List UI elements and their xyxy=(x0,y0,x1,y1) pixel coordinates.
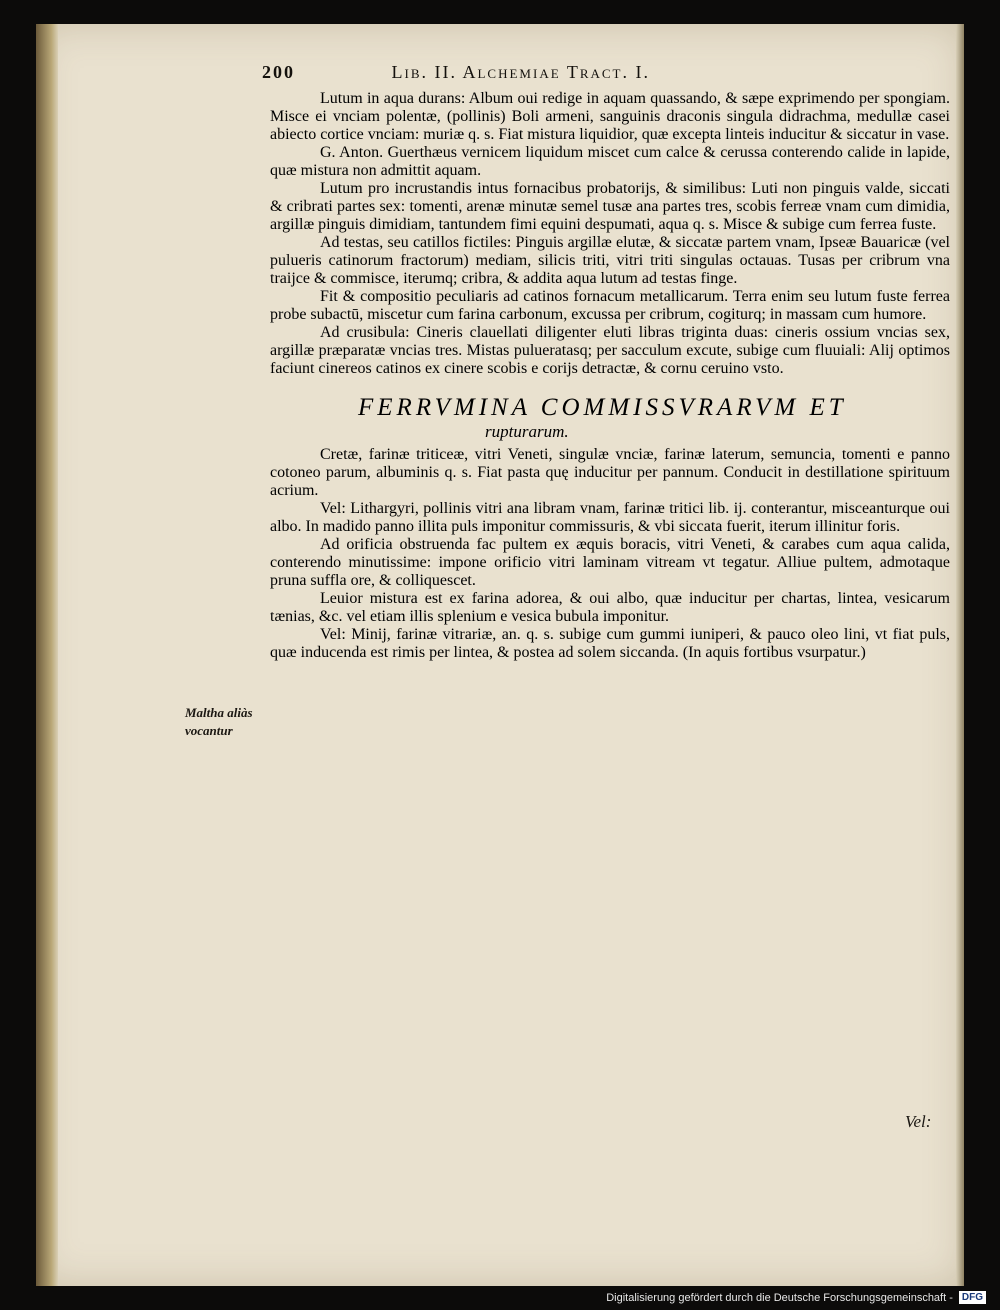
section-subheading: rupturarum. xyxy=(485,422,569,441)
footer xyxy=(606,1291,986,1304)
paragraph: Vel: Minij, farinæ vitrariæ, an. q. s. subige cum gummi iuniperi, & pauco oleo lini, vt fiat puls, quæ inducenda est rimis per lintea, & postea ad solem siccanda. (In aquis fortibus vsurpatur.) xyxy=(270,626,950,661)
paragraph: Leuior mistura est ex farina adorea, & oui albo, quæ inducitur per chartas, lintea, vesicarum tænias, &c. vel etiam illis splenium e vesica bubula imponitur. xyxy=(270,590,950,625)
paragraph: Lutum in aqua durans: Album oui redige in aquam quassando, & sæpe exprimendo per spongiam. Misce ei vnciam polentæ, (pollinis) Boli armeni, sanguinis draconis singula didrachma, medullæ casei abiecto cortice vnciam: muriæ q. s. Fiat mistura liquidior, quæ excepta linteis inducitur & siccatur in vase. xyxy=(270,90,950,143)
page-body xyxy=(270,90,950,662)
section-heading: FERRVMINA COMMISSVRARVM ET xyxy=(358,394,847,421)
paragraph: Ad crusibula: Cineris clauellati diligenter eluti libras triginta duas: cineris ossium vncias sex, argillæ præparatæ vncias tres. Mistas pulueratasq; per sacculum excute, subige cum fluuiali: Alij optimos faciunt cinereos catinos ex cinere scobis e corijs detractæ, & cornu ceruino vsto. xyxy=(270,324,950,377)
margin-note: Maltha aliàs vocantur xyxy=(185,705,253,738)
paragraph: Vel: Lithargyri, pollinis vitri ana libram vnam, farinæ tritici lib. ij. conterantur, misceanturque oui albo. In madido panno illita puls imponitur commissuris, & vbi siccata fuerit, iterum illinitur foris. xyxy=(270,500,950,535)
paragraph: Cretæ, farinæ triticeæ, vitri Veneti, singulæ vnciæ, farinæ laterum, semuncia, tomenti e panno cotoneo parum, albuminis q. s. Fiat pasta quę inducitur per pannum. Conducit in destillatione spirituum acrium. xyxy=(270,446,950,499)
paragraph: Ad orificia obstruenda fac pultem ex æquis boracis, vitri Veneti, & carabes cum aqua calida, conterendo minutissime: impone orificio vitri laminam vitream vt tegatur. Alliue pultem, admotaque pruna suffla ore, & colliquescet. xyxy=(270,536,950,589)
page-number: 200 xyxy=(262,62,295,82)
paragraph: G. Anton. Guerthæus vernicem liquidum miscet cum calce & cerussa conterendo calide in lapide, quæ mistura non admittit aquam. xyxy=(270,144,950,179)
paragraph: Lutum pro incrustandis intus fornacibus probatorijs, & similibus: Luti non pinguis valde, siccati & cribrati partes sex: tomenti, arenæ minutæ semel tusæ ana partes tres, scobis ferreæ vnam cum dimidia, argillæ pinguis dimidiam, tantundem fimi equini despumati, aqua q. s. Misce & subige cum ferrea fuste. xyxy=(270,180,950,233)
running-title: Lib. II. Alchemiae Tract. I. xyxy=(391,62,650,82)
paragraph: Fit & compositio peculiaris ad catinos fornacum metallicarum. Terra enim seu lutum fuste ferrea probe subactū, miscetur cum farina carbonum, excussa per cribrum, cogiturq; in massam cum humore. xyxy=(270,288,950,323)
dfg-logo: DFG xyxy=(959,1291,986,1304)
footer-credit: Digitalisierung gefördert durch die Deutsche Forschungsgemeinschaft - xyxy=(606,1291,953,1304)
running-head xyxy=(262,62,942,83)
page-edge xyxy=(956,24,964,1286)
paragraph: Ad testas, seu catillos fictiles: Pinguis argillæ elutæ, & siccatæ partem vnam, Ipseæ Bauaricæ (vel pulueris catinorum fractorum) mediam, silicis triti, vitri triti singulas octauas. Tusas per cribrum vna traijce & commisce, iterumq; cribra, & addita aqua lutum ad testas finge. xyxy=(270,234,950,287)
page-spine xyxy=(36,24,58,1286)
catchword: Vel: xyxy=(905,1112,932,1131)
